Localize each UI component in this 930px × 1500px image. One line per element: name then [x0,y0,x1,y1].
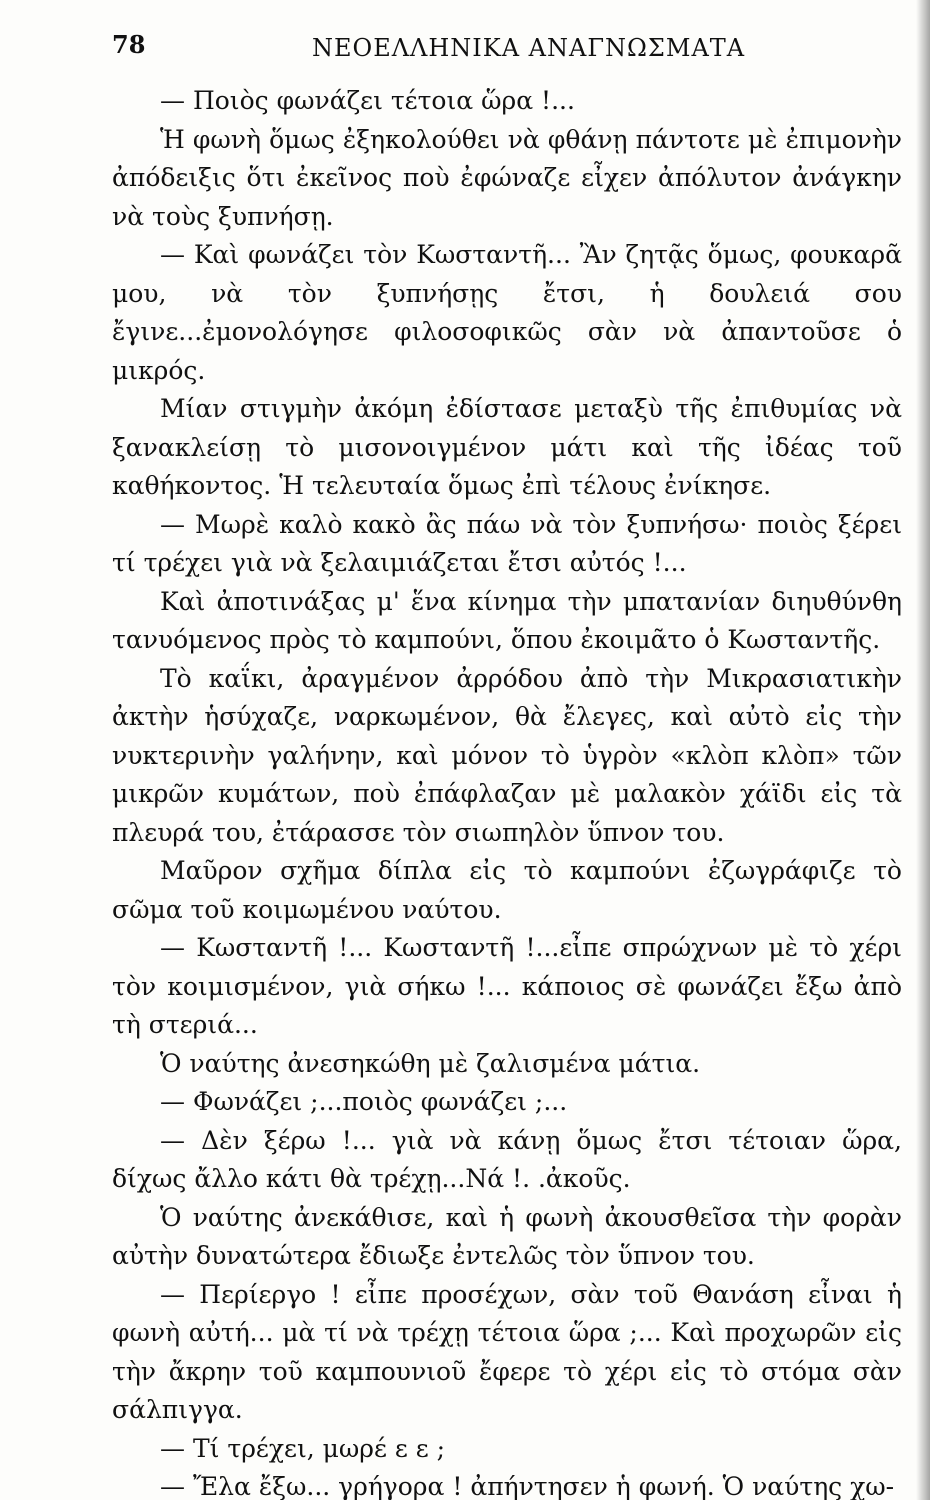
paragraph: — Περίεργο ! εἶπε προσέχων, σὰν τοῦ Θανάση εἶναι ἡ φωνὴ αὐτή... μὰ τί νὰ τρέχῃ τέτοια ὥρα ;... Καὶ προχωρῶν εἰς τὴν ἄκρην τοῦ καμπουνιοῦ ἔφερε τὸ χέρι εἰς τὸ στόμα σὰν σάλπιγγα. [112,1279,902,1424]
running-title: ΝΕΟΕΛΛΗΝΙΚΑ ΑΝΑΓΝΩΣΜΑΤΑ [312,34,746,62]
paragraph: — Μωρὲ καλὸ κακὸ ἂς πάω νὰ τὸν ξυπνήσω· ποιὸς ξέρει τί τρέχει γιὰ νὰ ξελαιμιάζεται ἔτσι αὐτός !... [112,509,902,577]
paragraph: — Δὲν ξέρω !... γιὰ νὰ κάνῃ ὅμως ἔτσι τέτοιαν ὥρα, δίχως ἄλλο κάτι θὰ τρέχῃ...Νά !. .ἀκοῦς. [112,1125,902,1193]
paragraph: Τὸ καΐκι, ἀραγμένον ἀρρόδου ἀπὸ τὴν Μικρασιατικὴν ἀκτὴν ἡσύχαζε, ναρκωμένον, θὰ ἔλεγες, καὶ αὐτὸ εἰς τὴν νυκτερινὴν γαλήνην, καὶ μόνον τὸ ὑγρὸν «κλὸπ κλὸπ» τῶν μικρῶν κυμάτων, ποὺ ἐπάφλαζαν μὲ μαλακὸν χάϊδι εἰς τὰ πλευρά του, ἐτάρασσε τὸν σιωπηλὸν ὕπνον του. [112,663,902,847]
paragraph: — Κωσταντῆ !... Κωσταντῆ !...εἶπε σπρώχνων μὲ τὸ χέρι τὸν κοιμισμένον, γιὰ σήκω !... κάποιος σὲ φωνάζει ἔξω ἀπὸ τὴ στεριά... [112,933,902,1039]
paragraph: Ὁ ναύτης ἀνεσηκώθη μὲ ζαλισμένα μάτια. [160,1048,701,1078]
paragraph: Μαῦρον σχῆμα δίπλα εἰς τὸ καμπούνι ἐζωγράφιζε τὸ σῶμα τοῦ κοιμωμένου ναύτου. [112,856,902,924]
paragraph: — Καὶ φωνάζει τὸν Κωσταντῆ... Ἂν ζητᾷς ὅμως, φουκαρᾶ μου, νὰ τὸν ξυπνήσῃς ἔτσι, ἡ δουλειά σου ἔγινε...ἐμονολόγησε φιλοσοφικῶς σὰν νὰ ἀπαντοῦσε ὁ μικρός. [112,240,902,385]
page-number: 78 [112,30,146,59]
page-header [112,30,872,70]
paragraph: — Φωνάζει ;...ποιὸς φωνάζει ;... [160,1087,568,1116]
paragraph: — Τί τρέχει, μωρέ ε ε ; [160,1433,446,1463]
paragraph: — Ποιὸς φωνάζει τέτοια ὥρα !... [160,86,575,115]
paragraph: Καὶ ἀποτινάξας μ' ἕνα κίνημα τὴν μπατανίαν διηυθύνθη τανυόμενος πρὸς τὸ καμπούνι, ὅπου ἐκοιμᾶτο ὁ Κωσταντῆς. [112,586,902,654]
paragraph: Ὁ ναύτης ἀνεκάθισε, καὶ ἡ φωνὴ ἀκουσθεῖσα τὴν φορὰν αὐτὴν δυνατώτερα ἔδιωξε ἐντελῶς τὸν ὕπνον του. [112,1202,902,1270]
paragraph: Ἡ φωνὴ ὅμως ἐξηκολούθει νὰ φθάνῃ πάντοτε μὲ ἐπιμονὴν ἀπόδειξις ὅτι ἐκεῖνος ποὺ ἐφώναζε εἶχεν ἀπόλυτον ἀνάγκην νὰ τοὺς ξυπνήσῃ. [112,124,902,231]
body-text [112,82,902,1500]
paragraph: — Ἔλα ἔξω... γρήγορα ! ἀπήντησεν ἡ φωνή. Ὁ ναύτης χω- [160,1472,895,1500]
paragraph: Μίαν στιγμὴν ἀκόμη ἐδίστασε μεταξὺ τῆς ἐπιθυμίας νὰ ξανακλείσῃ τὸ μισονοιγμένον μάτι καὶ τῆς ἰδέας τοῦ καθήκοντος. Ἡ τελευταία ὅμως ἐπὶ τέλους ἐνίκησε. [112,394,902,500]
